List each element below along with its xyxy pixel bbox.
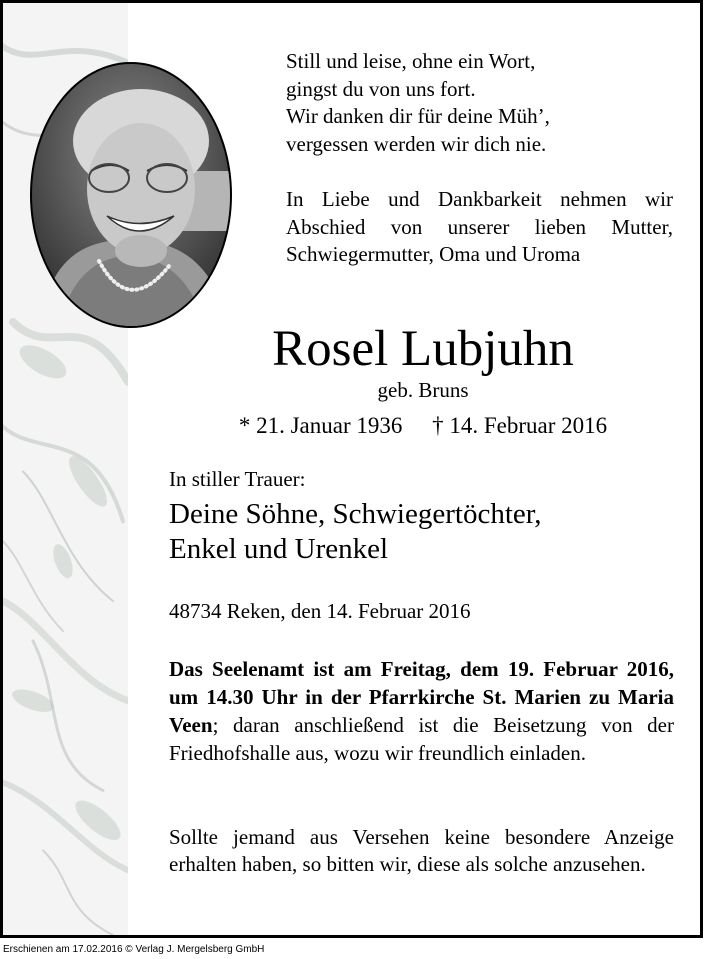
mourners-line: Enkel und Urenkel [169, 533, 389, 565]
service-details: ; daran anschließend ist die Beisetzung von der Friedhofshalle aus, wozu wir freundlich einladen. [169, 713, 674, 765]
farewell-text: In Liebe und Dankbarkeit nehmen wir Abschied von unserer lieben Mutter, Schwiegermutter, Oma und Uroma [286, 187, 673, 266]
life-dates [173, 411, 673, 441]
mourners [169, 497, 669, 567]
poem-line: vergessen werden wir dich nie. [286, 131, 547, 156]
birth-date: * 21. Januar 1936 [238, 413, 403, 438]
poem-line: Still und leise, ohne ein Wort, [286, 49, 536, 73]
service-info [169, 655, 674, 767]
poem [286, 48, 676, 158]
notice-text: Sollte jemand aus Versehen keine besondere Anzeige erhalten haben, so bitten wir, diese als solche anzusehen. [169, 825, 674, 876]
deceased-name: Rosel Lubjuhn [272, 321, 574, 377]
portrait-photo [29, 61, 233, 329]
mourners-label: In stiller Trauer: [169, 467, 306, 491]
poem-line: gingst du von uns fort. [286, 76, 476, 101]
place-and-date: 48734 Reken, den 14. Februar 2016 [169, 599, 471, 623]
death-date: † 14. Februar 2016 [432, 413, 608, 438]
mourners-line: Deine Söhne, Schwiegertöchter, [169, 498, 542, 530]
poem-line: Wir danken dir für deine Müh’, [286, 104, 550, 128]
service-details-bold: Das Seelenamt ist am Freitag, dem 19. Februar 2016, um 14.30 Uhr in der Pfarrkirche St. Marien zu Maria Veen [169, 657, 674, 737]
maiden-name: geb. Bruns [377, 378, 469, 402]
publication-footer: Erschienen am 17.02.2016 © Verlag J. Mergelsberg GmbH [3, 944, 265, 955]
